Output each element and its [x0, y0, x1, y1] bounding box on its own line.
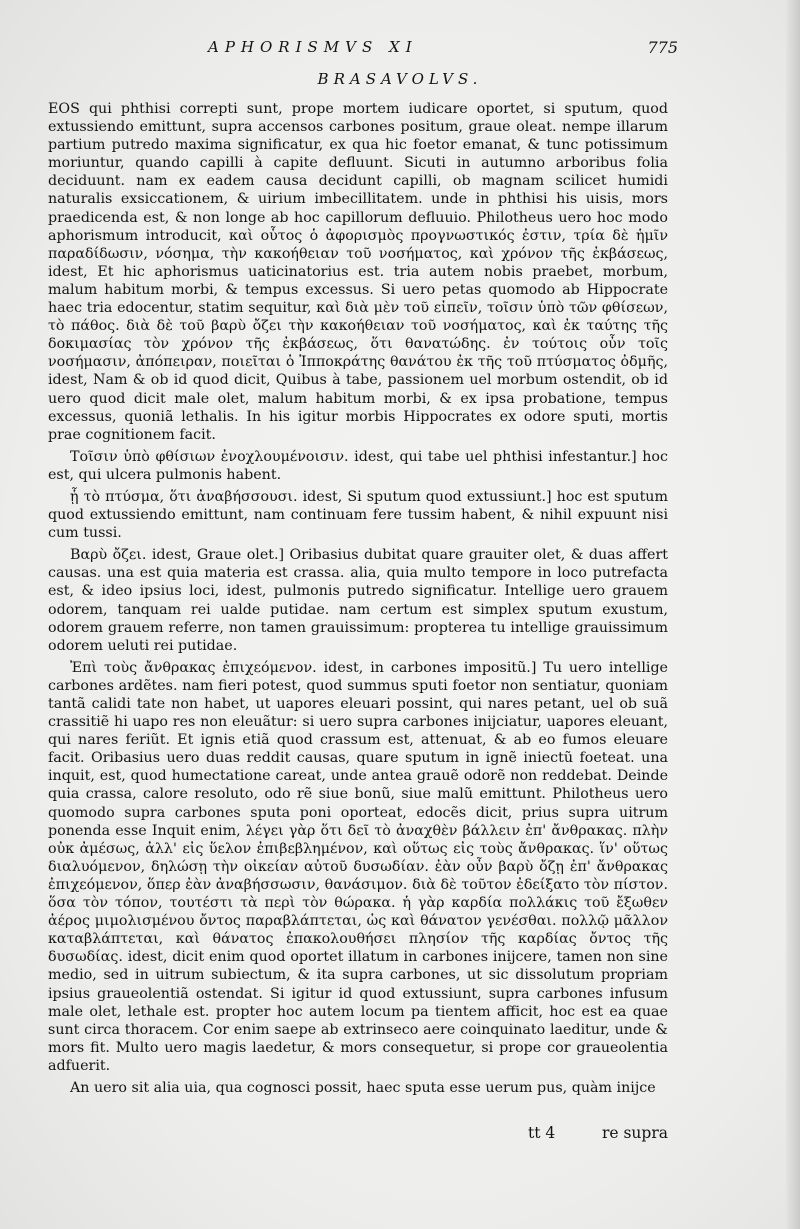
page-header [208, 38, 678, 62]
paragraph-1: EOS qui phthisi correpti sunt, prope mortem iudicare oportet, si sputum, quod extussiendo emittunt, supra accensos carbones positum, graue oleat. nempe illarum partium putredo maxima significatur, ex qua hic foetor emanat, & tunc potissimum moriuntur, quando capilli à capite defluunt. Sicuti in autumno arboribus folia deciduunt. nam ex eadem causa decidunt capilli, ob magnam scilicet humidi naturalis exsiccationem, & uirium imbecillitatem. unde in phthisi his uisis, mors praedicenda est, & non longe ab hoc capillorum defluuio. Philotheus uero hoc modo aphorismum introducit, καὶ οὗτος ὁ ἀφορισμὸς προγνωστικός ἐστιν, τρία δὲ ἡμῖν παραδίδωσιν, νόσημα, τὴν κακοήθειαν τοῦ νοσήματος, καὶ χρόνον τῆς ἐκβάσεως, idest, Et hic aphorismus uaticinatorius est. tria autem nobis praebet, morbum, malum habitum morbi, & tempus excessus. Si uero petas quomodo ab Hippocrate haec tria edocentur, statim sequitur, καὶ διὰ μὲν τοῦ εἰπεῖν, τοῖσιν ὑπὸ τῶν φθίσεων, τὸ πάθος. διὰ δὲ τοῦ βαρὺ ὄζει τὴν κακοήθειαν τοῦ νοσήματος, καὶ ἐκ ταύτης τῆς δοκιμασίας τὸν χρόνον τῆς ἐκβάσεως, ὅτι θανατώδης. ἐν τούτοις οὖν τοῖς νοσήμασιν, ἀπόπειραν, ποιεῖται ὁ Ἱπποκράτης θανάτου ἐκ τῆς τοῦ πτύσματος ὀδμῆς, idest, Nam & ob id quod dicit, Quibus à tabe, passionem uel morbum ostendit, ob id uero quod dicit male olet, malum habitum morbi, & ex ipsa probatione, tempus excessus, quoniã lethalis. In his igitur morbis Hippocrates ex odore sputi, mortis prae cognitionem facit. [48, 101, 668, 443]
commentator-heading: BRASAVOLVS. [317, 70, 483, 88]
page-edge-shadow [786, 0, 800, 1229]
page-footer [48, 1124, 668, 1148]
paragraph-5: Ἐπὶ τοὺς ἄνθρακας ἐπιχεόμενον. idest, in carbones impositũ.] Tu uero intellige carbones ardẽtes. nam fieri potest, quod summus sputi foetor non sentiatur, quoniam tantã calidi tate non habet, ut uapores eleuari possint, qui nares petant, uel ob suã crassitiẽ hi uapo res non eleuãtur: si uero supra carbones inijciatur, uapores eleuant, qui nares feriũt. Et ignis etiã quod crassum est, attenuat, & ab eo fumos eleuare facit. Oribasius uero duas reddit causas, quare sputum in ignẽ iniectũ foeteat. una inquit, est, quod humectatione careat, unde antea grauẽ odorẽ non reddebat. Deinde quia crassa, calore resoluto, odo rẽ siue bonũ, siue malũ emittunt. Philotheus uero quomodo supra carbones sputa poni oporteat, edocẽs dicit, prius supra uitrum ponenda esse Inquit enim, λέγει γὰρ ὅτι δεῖ τὸ ἀναχθὲν βάλλειν ἐπ' ἄνθρακας. πλὴν οὐκ ἀμέσως, ἀλλ' εἰς ὕελον ἐπιβεβλημένον, καὶ οὕτως εἰς τοὺς ἄνθρακας. ἵν' οὕτως διαλυόμενον, δηλώσῃ τὴν οἰκείαν αὐτοῦ δυσωδίαν. ἐὰν οὖν βαρὺ ὄζῃ ἐπ' ἄνθρακας ἐπιχεόμενον, ὅπερ ἐὰν ἀναβήσσωσιν, θανάσιμον. διὰ δὲ τοῦτον ἐδείξατο τὸν πίστον. ὅσα τὸν τόπον, τουτέστι τὰ περὶ τὸν θώρακα. ἡ γὰρ καρδία πολλάκις τοῦ ἔξωθεν ἀέρος μιμολισμένου ὄντος παραβλάπτεται, ὡς καὶ θάνατον γενέσθαι. πολλῷ μᾶλλον καταβλάπτεται, καὶ θάνατος ἐπακολουθήσει πλησίον τῆς καρδίας ὄντος τῆς δυσωδίας. idest, dicit enim quod oportet illatum in carbones inijcere, tamen non sine medio, sed in uitrum subiectum, & ita supra carbones, ut sic dissolutum propriam ipsius graueolentiã ostendat. Si igitur id quod extussiunt, supra carbones infusum male olet, lethale est. propter hoc autem locum pa tientem afficit, hoc est ea quae sunt circa thoracem. Cor enim saepe ab extrinseco aere coinquinato laeditur, unde & mors fit. Multo uero magis laedetur, & mors consequetur, si prope cor graueolentia adfuerit. [48, 659, 668, 1074]
signature-mark: tt 4 [528, 1124, 556, 1142]
paragraph-6: An uero sit alia uia, qua cognosci possit, haec sputa esse uerum pus, quàm inijce [70, 1079, 656, 1096]
running-head: APHORISMVS XI [208, 38, 418, 56]
catchword: re supra [601, 1124, 668, 1142]
paragraph-4: Βαρὺ ὄζει. idest, Graue olet.] Oribasius dubitat quare grauiter olet, & duas affert causas. una est quia materia est crassa. alia, quia multo tempore in loco putrefacta est, & ideo ipsius loci, idest, pulmonis putredo significatur. Intellige uero grauem odorem, tanquam rei ualde putidae. nam certum est simplex sputum exustum, odorem grauem referre, non tamen grauissimum: propterea tu intellige grauissimum odorem ueluti rei putidae. [48, 547, 668, 654]
main-text [48, 100, 668, 1101]
page-number: 775 [647, 38, 678, 57]
paragraph-3: ᾗ τὸ πτύσμα, ὅτι ἀναβήσσουσι. idest, Si sputum quod extussiunt.] hoc est sputum quod extussiendo emittunt, nam continuam fere tussim habent, & nihil expuunt nisi cum tussi. [48, 488, 668, 542]
paragraph-2: Τοῖσιν ὑπὸ φθίσιων ἐνοχλουμένοισιν. idest, qui tabe uel phthisi infestantur.] hoc est, qui ulcera pulmonis habent. [48, 448, 668, 483]
